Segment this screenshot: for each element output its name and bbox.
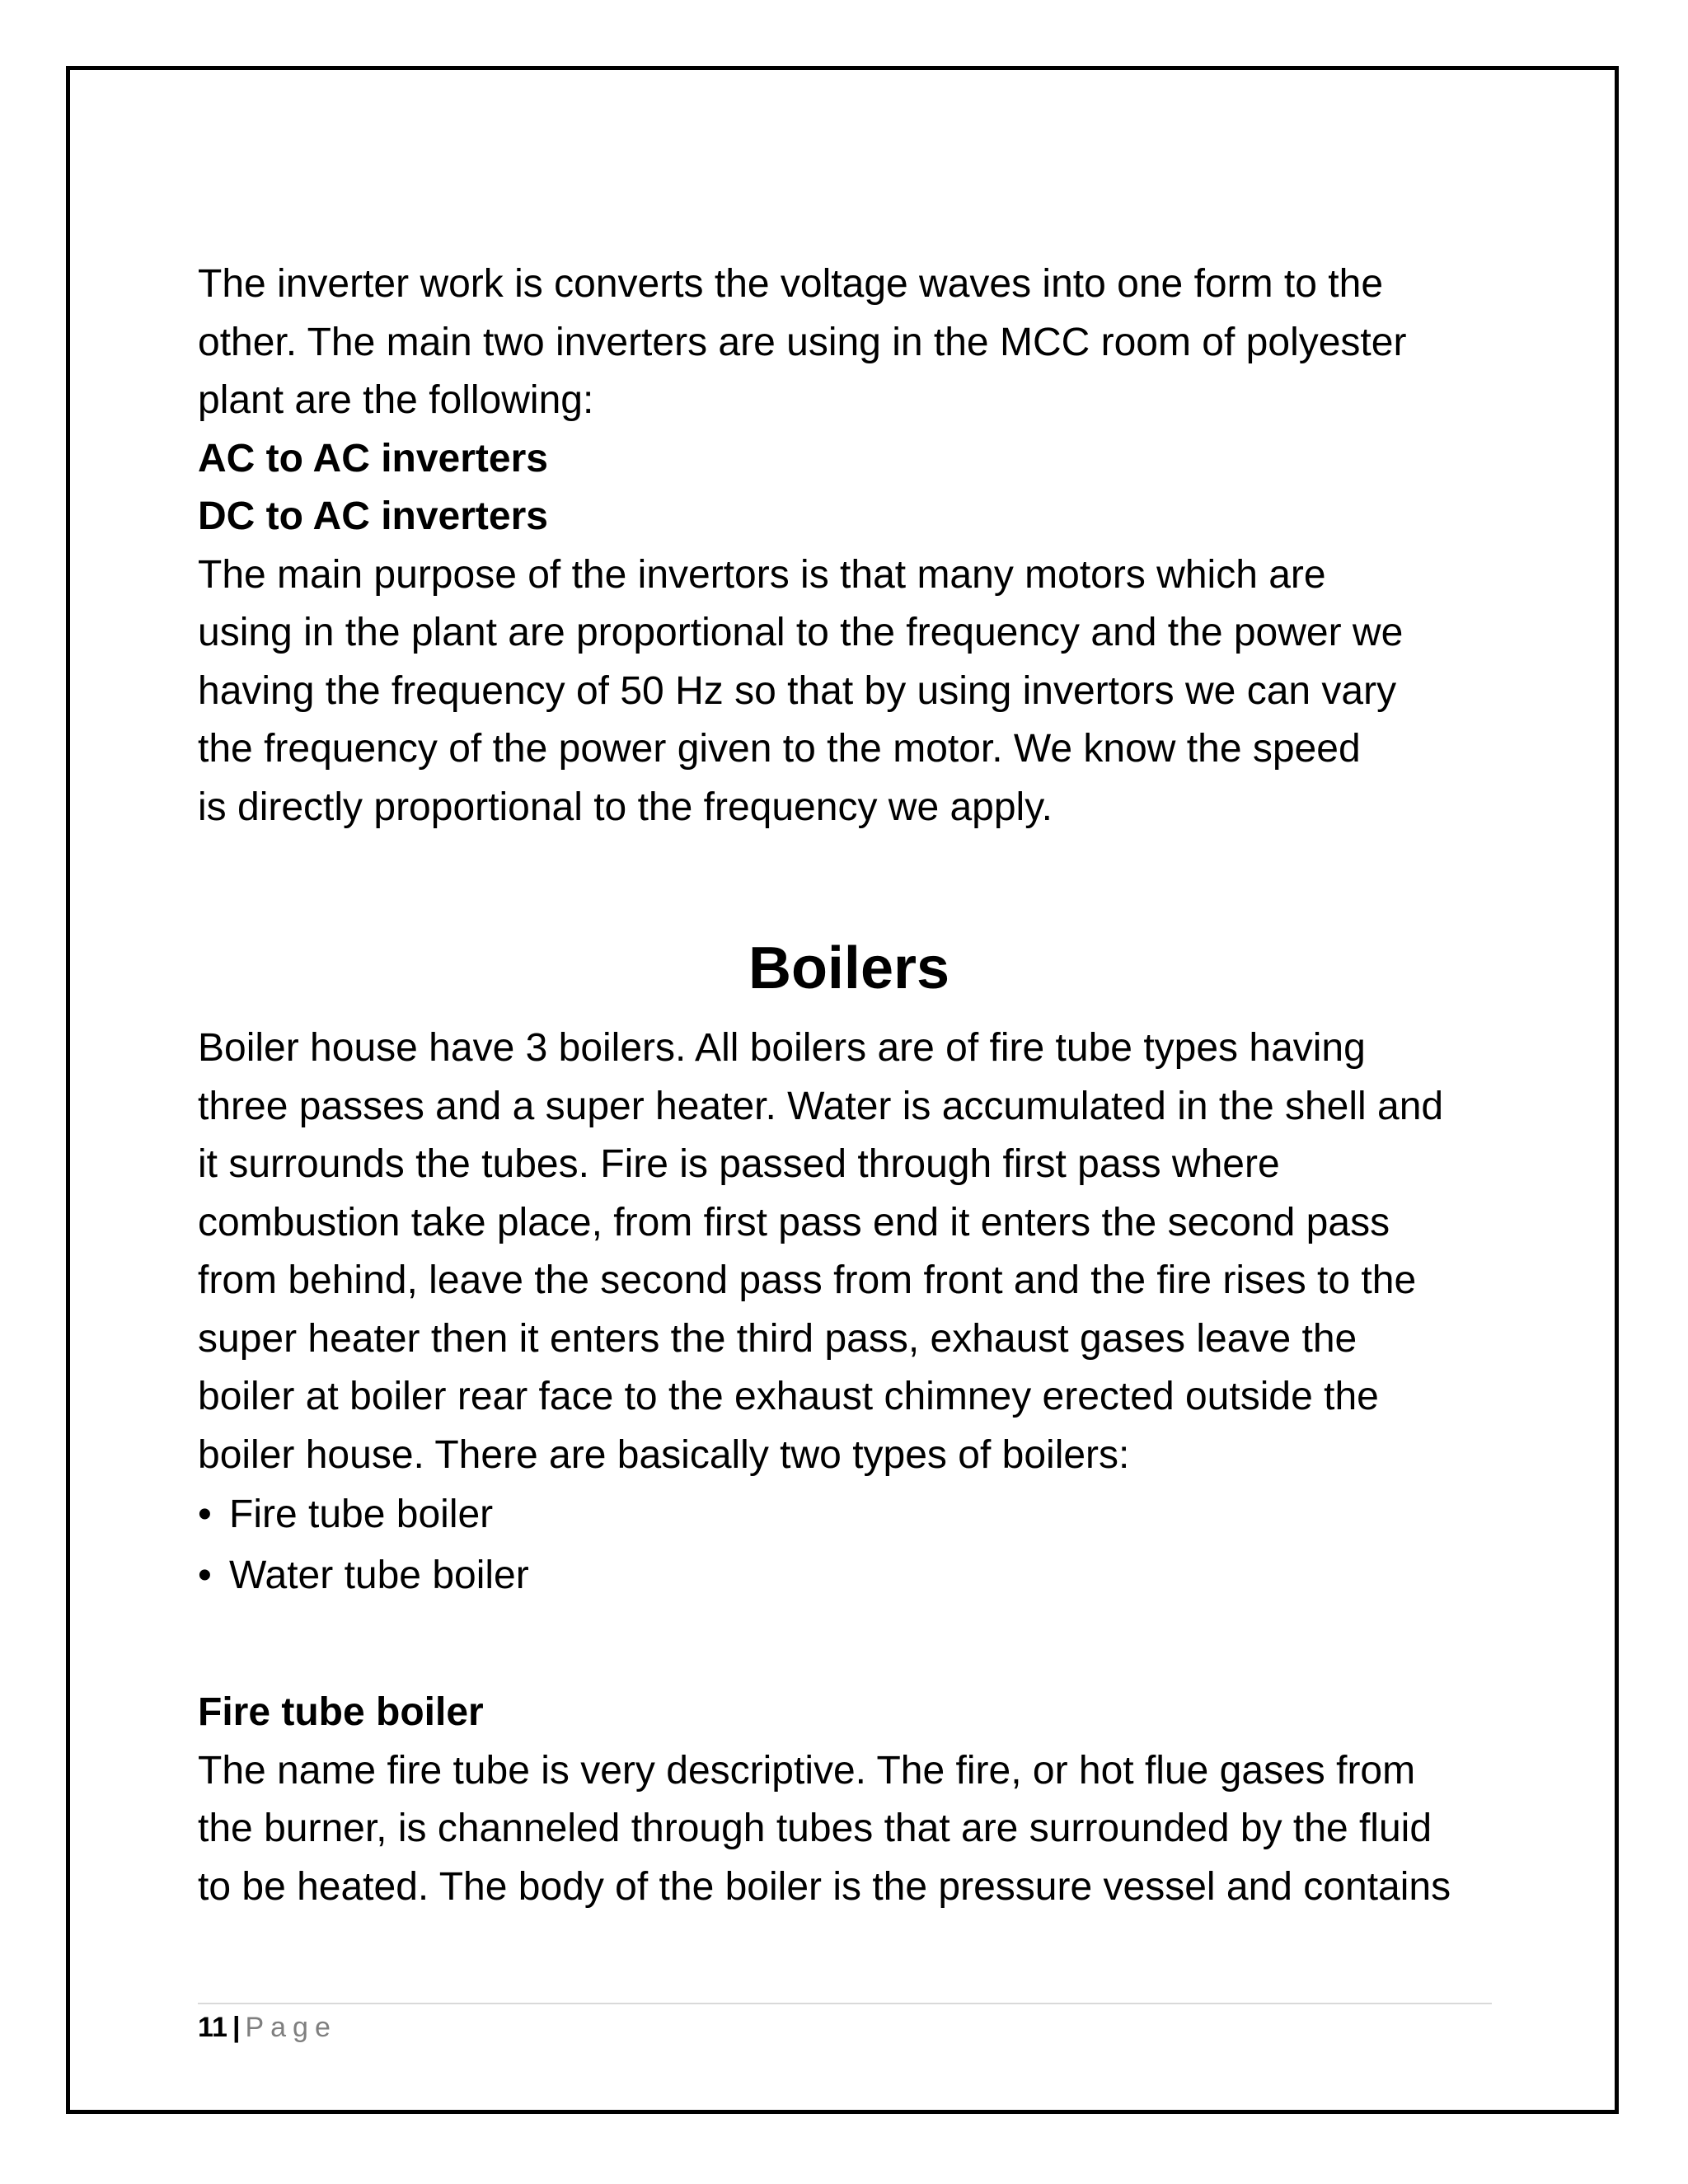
purpose-line: is directly proportional to the frequency we apply. — [198, 785, 1053, 829]
fire-tube-subheading: Fire tube boiler — [198, 1690, 484, 1734]
list-item-label: Water tube boiler — [229, 1554, 529, 1597]
bullet-icon: • — [198, 1493, 212, 1536]
boilers-line: super heater then it enters the third pass, exhaust gases leave the — [198, 1316, 1357, 1361]
intro-line: other. The main two inverters are using in the MCC room of polyester — [198, 320, 1407, 364]
purpose-line: the frequency of the power given to the motor. We know the speed — [198, 727, 1361, 771]
fire-tube-line: The name fire tube is very descriptive. The fire, or hot flue gases from — [198, 1748, 1416, 1793]
fire-tube-line: the burner, is channeled through tubes that are surrounded by the fluid — [198, 1807, 1432, 1850]
boilers-line: Boiler house have 3 boilers. All boilers are of fire tube types having — [198, 1026, 1366, 1070]
page-label: Page — [245, 2012, 337, 2043]
purpose-line: The main purpose of the invertors is that many motors which are — [198, 552, 1326, 597]
page-content — [198, 255, 1500, 1916]
boilers-line: boiler at boiler rear face to the exhaust chimney erected outside the — [198, 1375, 1379, 1418]
fire-tube-line: to be heated. The body of the boiler is the pressure vessel and contains — [198, 1864, 1451, 1909]
boilers-heading: Boilers — [748, 935, 950, 1001]
purpose-line: using in the plant are proportional to the frequency and the power we — [198, 611, 1404, 654]
list-item — [198, 1545, 1500, 1606]
boilers-line: combustion take place, from first pass end it enters the second pass — [198, 1200, 1390, 1244]
boilers-line: three passes and a super heater. Water is accumulated in the shell and — [198, 1084, 1444, 1128]
inverter-type-ac-ac: AC to AC inverters — [198, 436, 548, 480]
intro-line: plant are the following: — [198, 378, 594, 422]
page-number: 11 — [198, 2012, 227, 2043]
boilers-line: from behind, leave the second pass from front and the fire rises to the — [198, 1258, 1417, 1302]
intro-section — [198, 255, 1500, 837]
bullet-icon: • — [198, 1554, 212, 1597]
boilers-line: it surrounds the tubes. Fire is passed through first pass where — [198, 1142, 1280, 1186]
page-footer — [198, 2011, 337, 2044]
list-item — [198, 1484, 1500, 1545]
list-item-label: Fire tube boiler — [229, 1493, 494, 1536]
purpose-line: having the frequency of 50 Hz so that by using invertors we can vary — [198, 668, 1397, 713]
footer-divider — [198, 2003, 1492, 2004]
inverter-type-dc-ac: DC to AC inverters — [198, 494, 548, 538]
boilers-section — [198, 1019, 1500, 1606]
boilers-line: boiler house. There are basically two types of boilers: — [198, 1432, 1130, 1477]
footer-separator: | — [232, 2012, 241, 2043]
boiler-types-list — [198, 1484, 1500, 1606]
fire-tube-section — [198, 1684, 1500, 1916]
intro-line: The inverter work is converts the voltage waves into one form to the — [198, 262, 1384, 306]
